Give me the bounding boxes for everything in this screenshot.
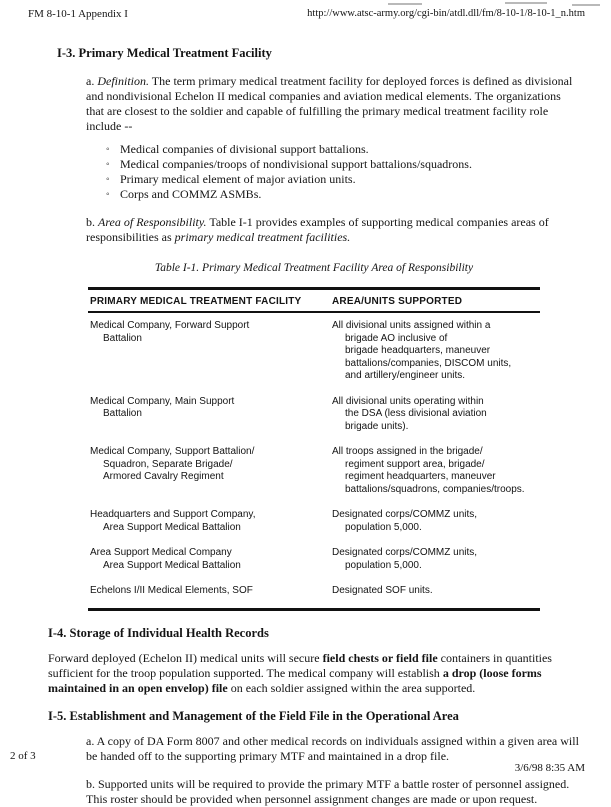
paragraph-i3a bbox=[86, 74, 579, 134]
table-cell-line: Echelons I/II Medical Elements, SOF bbox=[90, 585, 253, 596]
document-body bbox=[48, 46, 585, 807]
table-cell-line: brigade units). bbox=[345, 420, 409, 432]
table-row bbox=[90, 585, 540, 598]
bullet-list bbox=[106, 142, 585, 202]
table-cell-line: All divisional units operating within bbox=[332, 395, 484, 407]
bullet-text: Medical companies of divisional support battalions. bbox=[120, 142, 369, 156]
text-segment: a. bbox=[86, 74, 98, 88]
responsibility-table bbox=[88, 287, 540, 611]
table-cell-line: Headquarters and Support Company, bbox=[90, 509, 256, 520]
table-header-row bbox=[88, 290, 540, 313]
text-segment: Table I-1 provides examples of supporting medical companies areas of responsibilities as bbox=[86, 215, 549, 244]
table-cell-line: Armored Cavalry Regiment bbox=[103, 471, 224, 482]
table-cell-line: Medical Company, Main Support bbox=[90, 395, 235, 407]
table-cell-line: Area Support Medical Battalion bbox=[103, 559, 241, 571]
table-cell-line: population 5,000. bbox=[345, 559, 422, 571]
text-segment: containers in quantities sufficient for the troop population supported. The medical company will establish bbox=[48, 650, 552, 680]
paragraph-i5a: a. A copy of DA Form 8007 and other medical records on individuals assigned within a given area will be handed off to the supporting primary MTF and maintained in a drop file. bbox=[86, 733, 579, 763]
table-cell-facility bbox=[90, 509, 332, 534]
table-cell-supported bbox=[332, 396, 540, 434]
text-segment: a drop (loose forms maintained in an open envelop) file bbox=[48, 665, 542, 695]
table-cell-line: Designated corps/COMMZ units, bbox=[332, 547, 478, 558]
scan-artifact bbox=[505, 2, 547, 4]
text-segment: primary medical treatment facilities. bbox=[174, 230, 351, 244]
bullet-item bbox=[106, 142, 585, 157]
table-cell-line: regiment headquarters, maneuver bbox=[345, 471, 496, 482]
table-cell-line: battalions/squadrons, companies/troops. bbox=[345, 483, 525, 495]
table-cell-supported bbox=[332, 320, 540, 383]
text-segment: Definition. bbox=[97, 74, 149, 88]
bullet-text: Primary medical element of major aviation units. bbox=[120, 172, 356, 186]
bullet-text: Corps and COMMZ ASMBs. bbox=[120, 187, 262, 201]
bullet-item bbox=[106, 157, 585, 172]
table-cell-line: and artillery/engineer units. bbox=[345, 370, 466, 381]
bullet-icon: ◦ bbox=[106, 144, 110, 155]
table-cell-line: Area Support Medical Battalion bbox=[103, 521, 241, 533]
table-cell-line: brigade headquarters, maneuver bbox=[345, 345, 491, 356]
text-segment: Forward deployed (Echelon II) medical units will secure bbox=[48, 650, 323, 665]
text-segment: field chests or field file bbox=[322, 650, 438, 665]
bullet-icon: ◦ bbox=[106, 159, 110, 170]
scan-artifact bbox=[572, 4, 600, 6]
text-segment: b. bbox=[86, 215, 98, 229]
text-segment: on each soldier assigned within the area supported. bbox=[227, 680, 476, 695]
bullet-icon: ◦ bbox=[106, 174, 110, 185]
table-cell-supported bbox=[332, 446, 540, 496]
column-header-facility: PRIMARY MEDICAL TREATMENT FACILITY bbox=[90, 296, 302, 307]
table-cell-facility bbox=[90, 547, 332, 572]
table-cell-line: Medical Company, Support Battalion/ bbox=[90, 446, 255, 457]
table-cell-facility bbox=[90, 585, 332, 598]
section-heading-i5: I-5. Establishment and Management of the Field File in the Operational Area bbox=[48, 708, 459, 723]
paragraph-i3b bbox=[86, 215, 579, 245]
table-cell-line: population 5,000. bbox=[345, 521, 422, 533]
table-cell-line: Designated corps/COMMZ units, bbox=[332, 509, 478, 520]
table-row bbox=[90, 547, 540, 572]
table-cell-line: Squadron, Separate Brigade/ bbox=[103, 458, 233, 470]
page-number: 2 of 3 bbox=[10, 750, 36, 762]
paragraph-i4 bbox=[48, 651, 585, 696]
bullet-item bbox=[106, 187, 585, 202]
section-heading-i4: I-4. Storage of Individual Health Records bbox=[48, 625, 269, 640]
column-header-supported: AREA/UNITS SUPPORTED bbox=[332, 296, 463, 307]
table-row bbox=[90, 396, 540, 434]
table-cell-line: regiment support area, brigade/ bbox=[345, 458, 485, 470]
table-cell-line: brigade AO inclusive of bbox=[345, 332, 448, 344]
table-cell-line: Battalion bbox=[103, 332, 142, 344]
document-url: http://www.atsc-army.org/cgi-bin/atdl.dll/fm/8-10-1/8-10-1_n.htm bbox=[307, 8, 585, 19]
bullet-item bbox=[106, 172, 585, 187]
scan-artifact bbox=[388, 3, 422, 5]
table-cell-line: Designated SOF units. bbox=[332, 585, 433, 596]
table-cell-line: the DSA (less divisional aviation bbox=[345, 408, 487, 419]
table-row bbox=[90, 509, 540, 534]
table-cell-facility bbox=[90, 320, 332, 383]
table-caption: Table I-1. Primary Medical Treatment Facility Area of Responsibility bbox=[154, 262, 474, 274]
table-cell-line: All troops assigned in the brigade/ bbox=[332, 446, 483, 457]
document-id: FM 8-10-1 Appendix I bbox=[28, 8, 128, 20]
table-body bbox=[88, 313, 540, 611]
text-segment: Area of Responsibility. bbox=[98, 215, 207, 229]
bullet-text: Medical companies/troops of nondivisional support battalions/squadrons. bbox=[120, 157, 472, 171]
table-cell-line: battalions/companies, DISCOM units, bbox=[345, 357, 512, 369]
table-cell-line: Medical Company, Forward Support bbox=[90, 320, 250, 331]
print-timestamp: 3/6/98 8:35 AM bbox=[514, 762, 585, 774]
table-cell-supported bbox=[332, 509, 540, 534]
bullet-icon: ◦ bbox=[106, 189, 110, 200]
table-row bbox=[90, 446, 540, 496]
table-cell-facility bbox=[90, 396, 332, 434]
table-cell-line: Area Support Medical Company bbox=[90, 547, 232, 558]
table-cell-supported bbox=[332, 585, 540, 598]
text-segment: The term primary medical treatment facility for deployed forces is defined as divisional and nondivisional Echelon II medical companies and aviation medical elements. The organizations that are closest to the soldier and capable of fulfilling the primary medical treatment facility role include -- bbox=[86, 74, 573, 133]
table-cell-facility bbox=[90, 446, 332, 496]
section-heading-i3: I-3. Primary Medical Treatment Facility bbox=[57, 46, 272, 60]
table-cell-line: All divisional units assigned within a bbox=[332, 320, 491, 331]
table-cell-supported bbox=[332, 547, 540, 572]
paragraph-i5b: b. Supported units will be required to provide the primary MTF a battle roster of personnel assigned. This roster should be provided when personnel assignment changes are made or upon request. bbox=[86, 776, 570, 806]
table-row bbox=[90, 320, 540, 383]
table-cell-line: Battalion bbox=[103, 408, 142, 419]
